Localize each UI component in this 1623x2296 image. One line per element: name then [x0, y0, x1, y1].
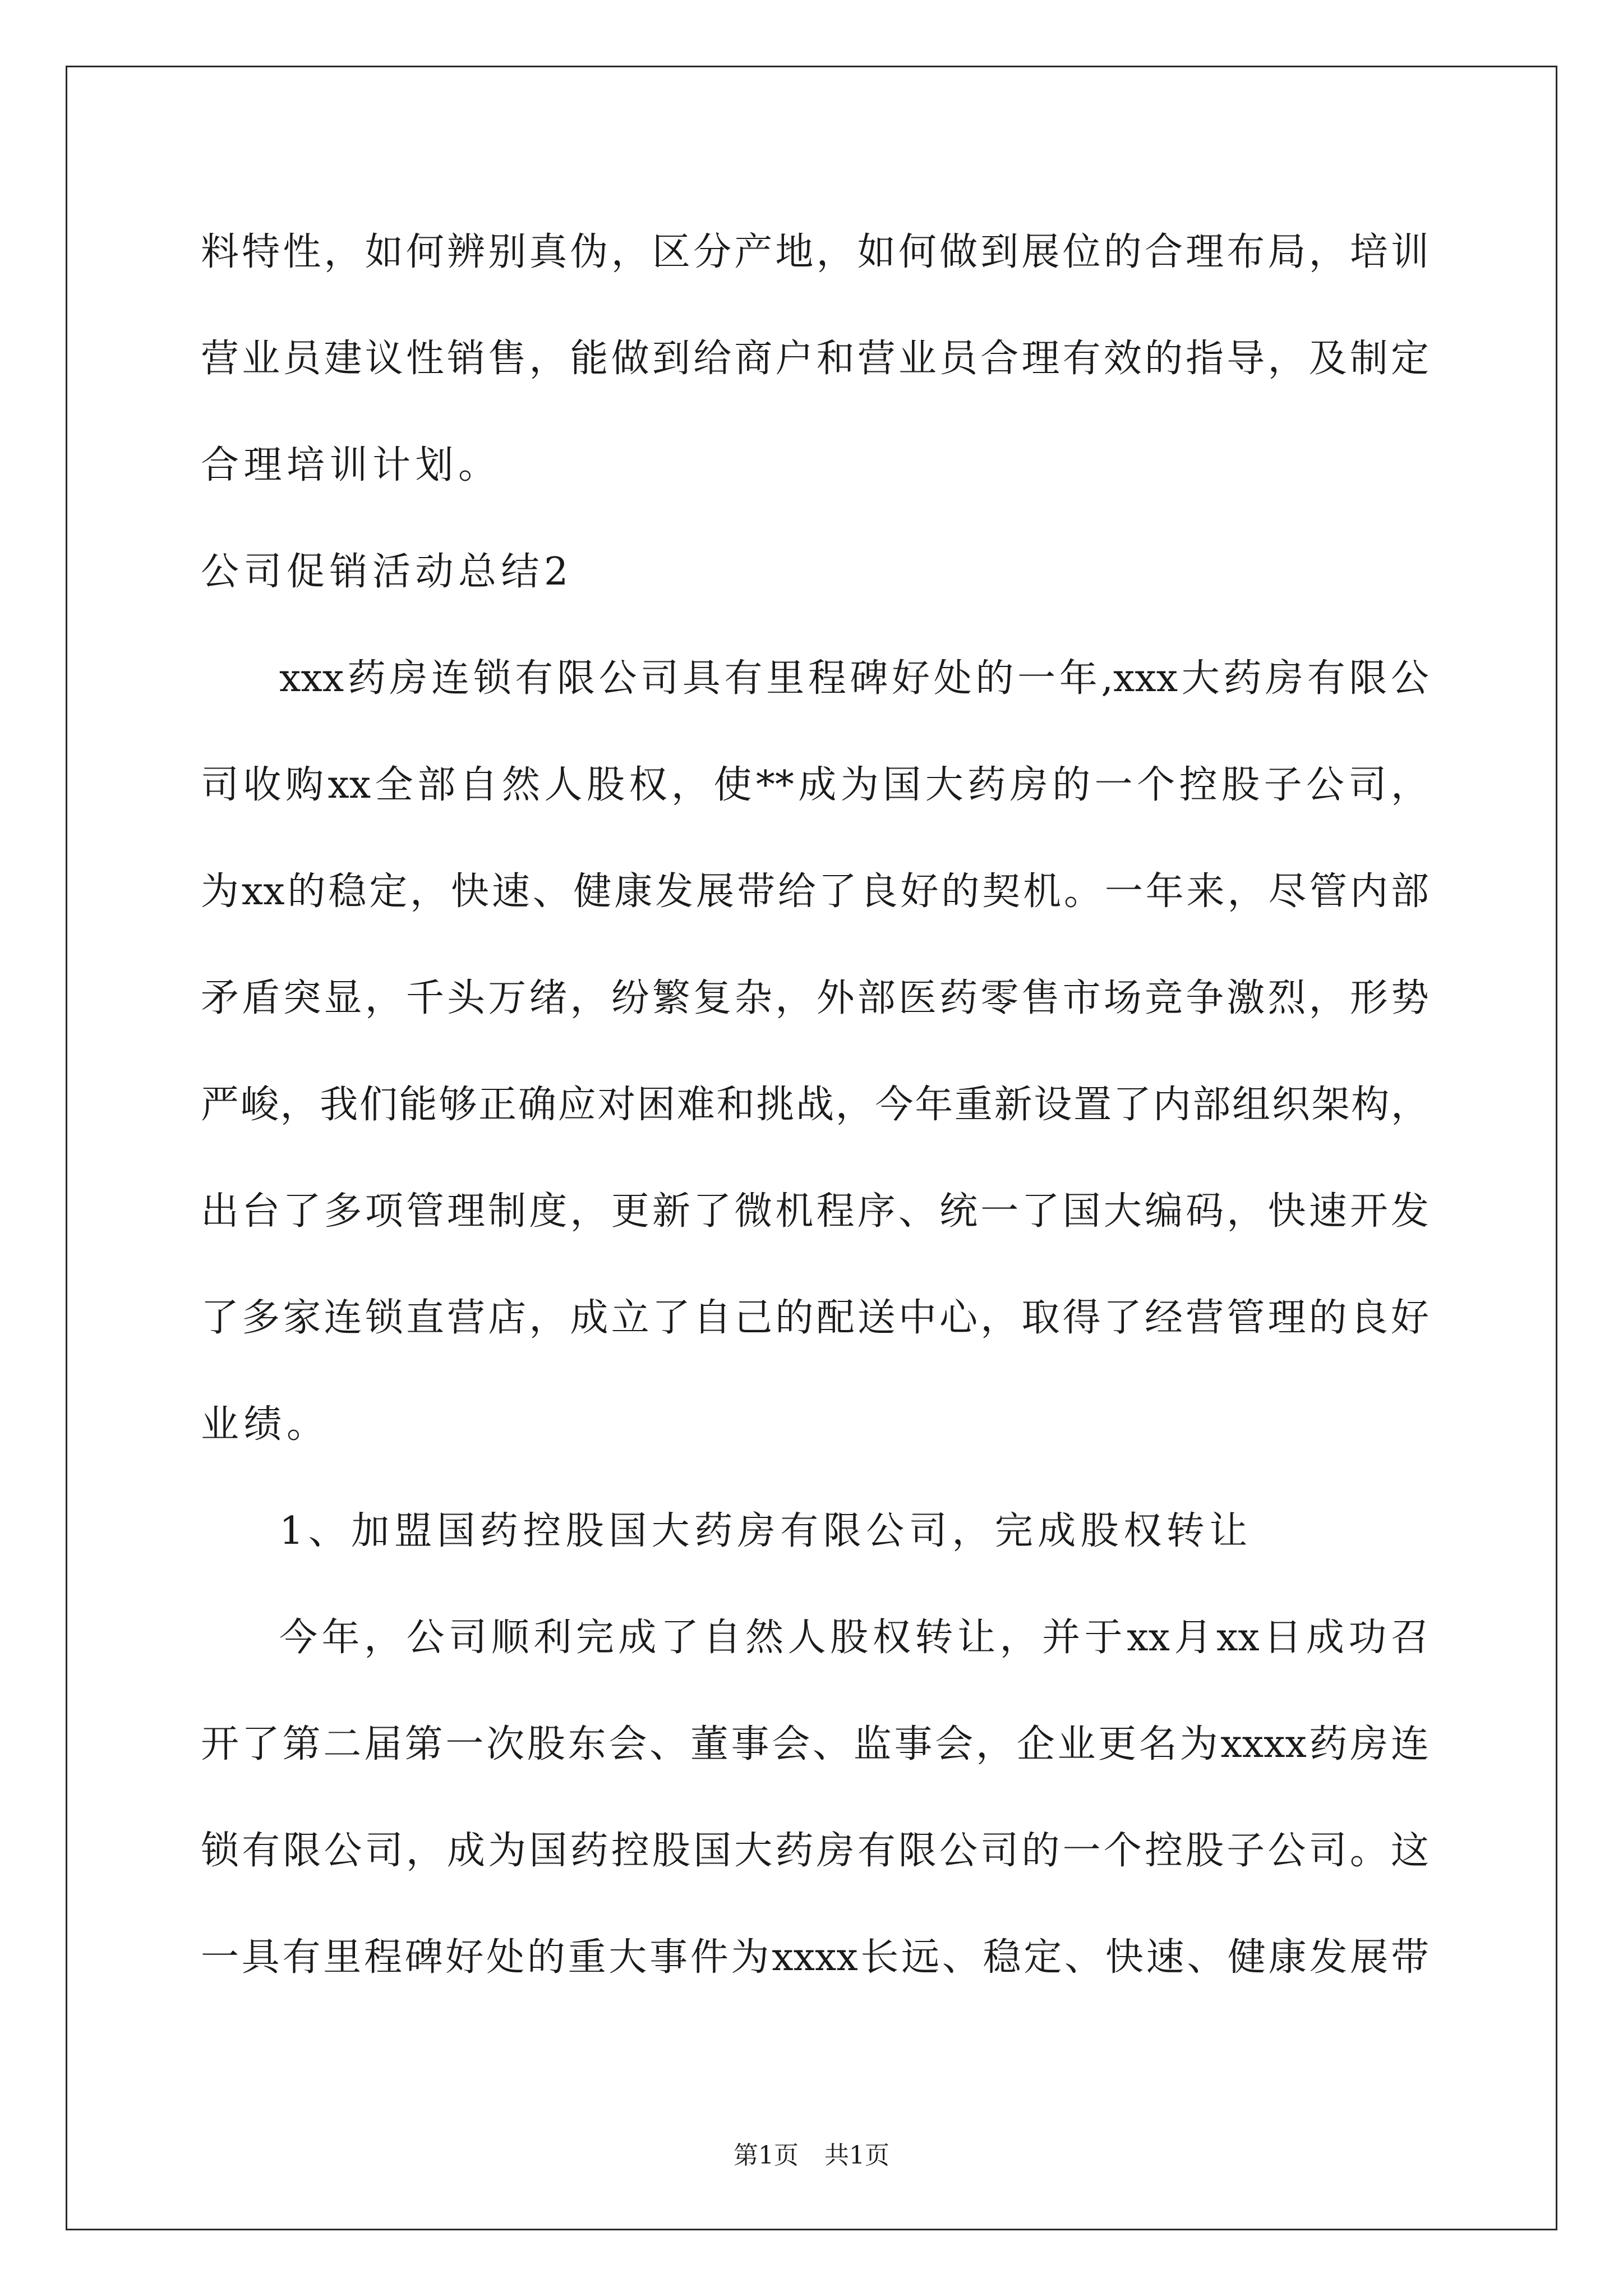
text-line: 开了第二届第一次股东会、董事会、监事会，企业更名为xxxx药房连: [201, 1722, 1429, 1766]
text-line: 料特性，如何辨别真伪，区分产地，如何做到展位的合理布局，培训: [201, 230, 1429, 274]
text-line: 司收购xx全部自然人股权，使**成为国大药房的一个控股子公司，: [201, 763, 1429, 807]
document-body: [201, 199, 1429, 2011]
text-line: 矛盾突显，千头万绪，纷繁复杂，外部医药零售市场竞争激烈，形势: [201, 976, 1429, 1020]
text-line: 合理培训计划。: [201, 443, 501, 487]
text-line: 锁有限公司，成为国药控股国大药房有限公司的一个控股子公司。这: [201, 1829, 1429, 1873]
page-total: 共1页: [824, 2141, 889, 2170]
text-line: 了多家连锁直营店，成立了自己的配送中心，取得了经营管理的良好: [201, 1296, 1429, 1340]
text-line: 出台了多项管理制度，更新了微机程序、统一了国大编码，快速开发: [201, 1189, 1429, 1234]
section-heading: 公司促销活动总结2: [201, 550, 573, 594]
text-line: 为xx的稳定，快速、健康发展带给了良好的契机。一年来，尽管内部: [201, 869, 1429, 914]
text-line: 今年，公司顺利完成了自然人股权转让，并于xx月xx日成功召: [279, 1616, 1429, 1660]
text-line: 业绩。: [201, 1402, 330, 1447]
subsection-heading: 1、加盟国药控股国大药房有限公司，完成股权转让: [279, 1509, 1252, 1553]
text-line: 营业员建议性销售，能做到给商户和营业员合理有效的指导，及制定: [201, 337, 1429, 381]
page-number: 第1页: [734, 2141, 799, 2170]
text-line: 严峻，我们能够正确应对困难和挑战，今年重新设置了内部组织架构，: [201, 1083, 1429, 1127]
text-line: 一具有里程碑好处的重大事件为xxxx长远、稳定、快速、健康发展带: [201, 1935, 1429, 1980]
page-footer: [0, 2139, 1623, 2173]
text-line: xxx药房连锁有限公司具有里程碑好处的一年,xxx大药房有限公: [279, 656, 1429, 701]
